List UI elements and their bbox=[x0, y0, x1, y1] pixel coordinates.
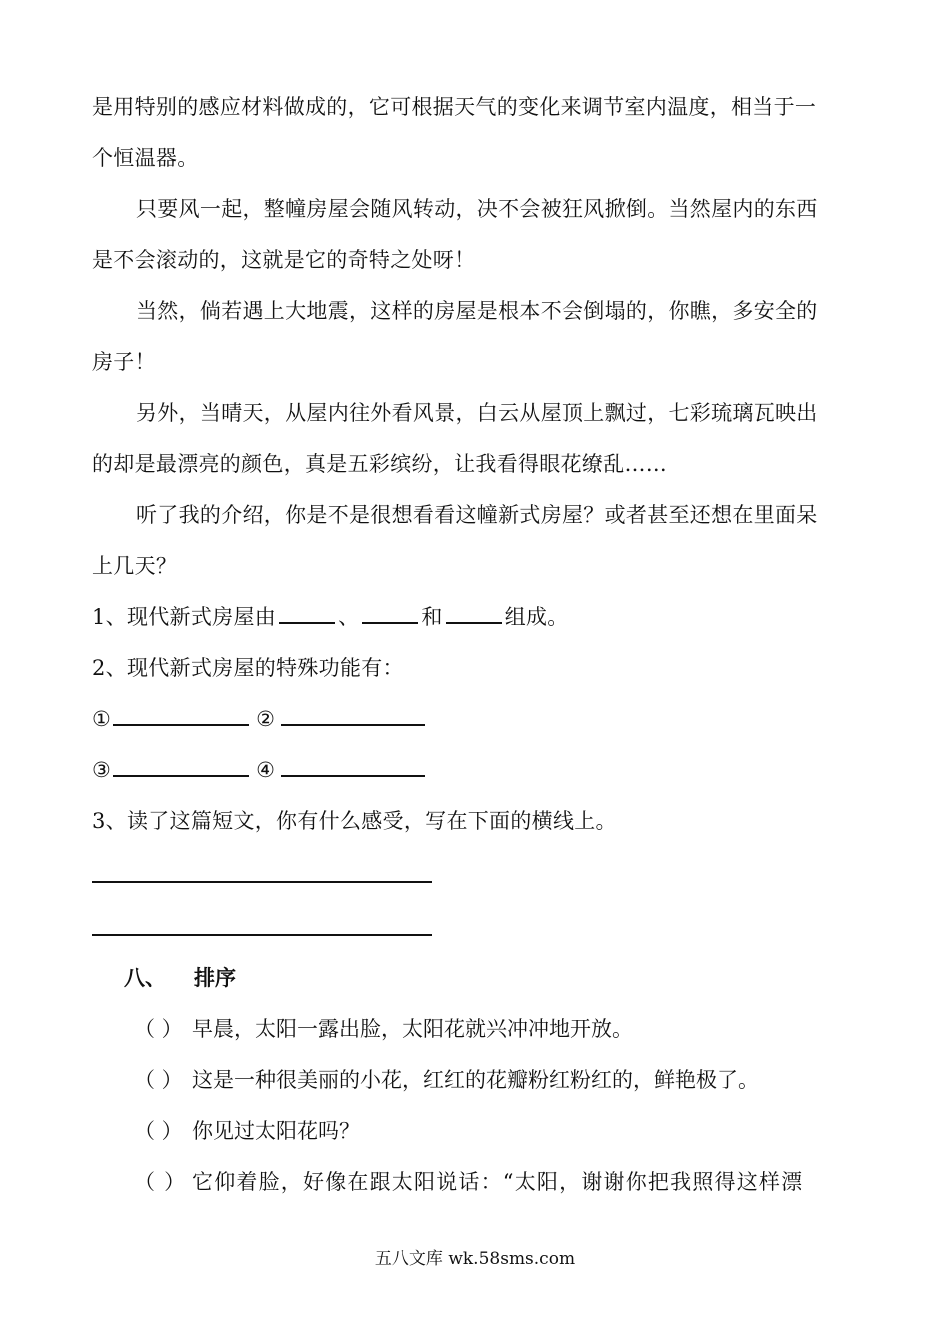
answer-blank[interactable] bbox=[113, 706, 249, 726]
section-number: 八、 bbox=[124, 966, 166, 990]
section-title: 排序 bbox=[194, 966, 236, 990]
question-2: 2、现代新式房屋的特殊功能有： bbox=[92, 656, 404, 680]
page-footer: 五八文库 wk.58sms.com bbox=[374, 1249, 576, 1269]
paragraph-line: 听了我的介绍，你是不是很想看看这幢新式房屋？或者甚至还想在里面呆 bbox=[136, 503, 818, 527]
question-3: 3、读了这篇短文，你有什么感受，写在下面的横线上。 bbox=[92, 809, 617, 833]
question-2-row bbox=[92, 745, 860, 796]
question-1-sep: 和 bbox=[421, 605, 443, 629]
circled-marker: ② bbox=[256, 707, 276, 731]
question-1-sep: 、 bbox=[338, 605, 360, 629]
question-2-row bbox=[92, 694, 860, 745]
paragraph-line: 上几天？ bbox=[92, 554, 178, 578]
answer-line[interactable] bbox=[92, 847, 432, 883]
paragraph-line: 只要风一起，整幢房屋会随风转动，决不会被狂风掀倒。当然屋内的东西 bbox=[136, 197, 818, 221]
paragraph-line: 当然，倘若遇上大地震，这样的房屋是根本不会倒塌的，你瞧，多安全的 bbox=[136, 299, 818, 323]
order-item bbox=[92, 1004, 860, 1055]
paragraph-line: 的却是最漂亮的颜色，真是五彩缤纷，让我看得眼花缭乱…… bbox=[92, 452, 668, 476]
order-item-text: 这是一种很美丽的小花，红红的花瓣粉红粉红的，鲜艳极了。 bbox=[192, 1068, 759, 1092]
answer-blank[interactable] bbox=[446, 604, 502, 624]
paragraph-line: 是用特别的感应材料做成的，它可根据天气的变化来调节室内温度，相当于一 bbox=[92, 95, 817, 119]
question-1-suffix: 组成。 bbox=[504, 605, 569, 629]
answer-line[interactable] bbox=[92, 900, 432, 936]
section-heading bbox=[92, 953, 860, 1004]
paragraph-line: 个恒温器。 bbox=[92, 146, 199, 170]
question-1 bbox=[92, 592, 860, 643]
circled-marker: ① bbox=[92, 707, 112, 731]
order-blank[interactable]: （ ） bbox=[134, 1170, 187, 1194]
answer-blank[interactable] bbox=[362, 604, 418, 624]
order-blank[interactable]: （ ） bbox=[134, 1119, 183, 1143]
order-item bbox=[92, 1106, 860, 1157]
answer-blank[interactable] bbox=[279, 604, 335, 624]
order-item-text: 早晨，太阳一露出脸，太阳花就兴冲冲地开放。 bbox=[192, 1017, 633, 1041]
document-page bbox=[92, 82, 860, 1208]
circled-marker: ③ bbox=[92, 758, 112, 782]
paragraph-line: 房子！ bbox=[92, 350, 156, 374]
answer-blank[interactable] bbox=[113, 757, 249, 777]
order-item-text: 你见过太阳花吗？ bbox=[192, 1119, 360, 1143]
order-item bbox=[92, 1055, 860, 1106]
paragraph-line: 另外，当晴天，从屋内往外看风景，白云从屋顶上飘过，七彩琉璃瓦映出 bbox=[136, 401, 818, 425]
order-blank[interactable]: （ ） bbox=[134, 1068, 183, 1092]
circled-marker: ④ bbox=[256, 758, 276, 782]
answer-blank[interactable] bbox=[281, 757, 425, 777]
question-1-prefix: 1、现代新式房屋由 bbox=[92, 605, 277, 629]
paragraph-line: 是不会滚动的，这就是它的奇特之处呀！ bbox=[92, 248, 476, 272]
answer-blank[interactable] bbox=[281, 706, 425, 726]
order-blank[interactable]: （ ） bbox=[134, 1017, 183, 1041]
order-item bbox=[92, 1157, 860, 1208]
order-item-text: 它仰着脸，好像在跟太阳说话：“太阳，谢谢你把我照得这样漂 bbox=[192, 1170, 804, 1194]
